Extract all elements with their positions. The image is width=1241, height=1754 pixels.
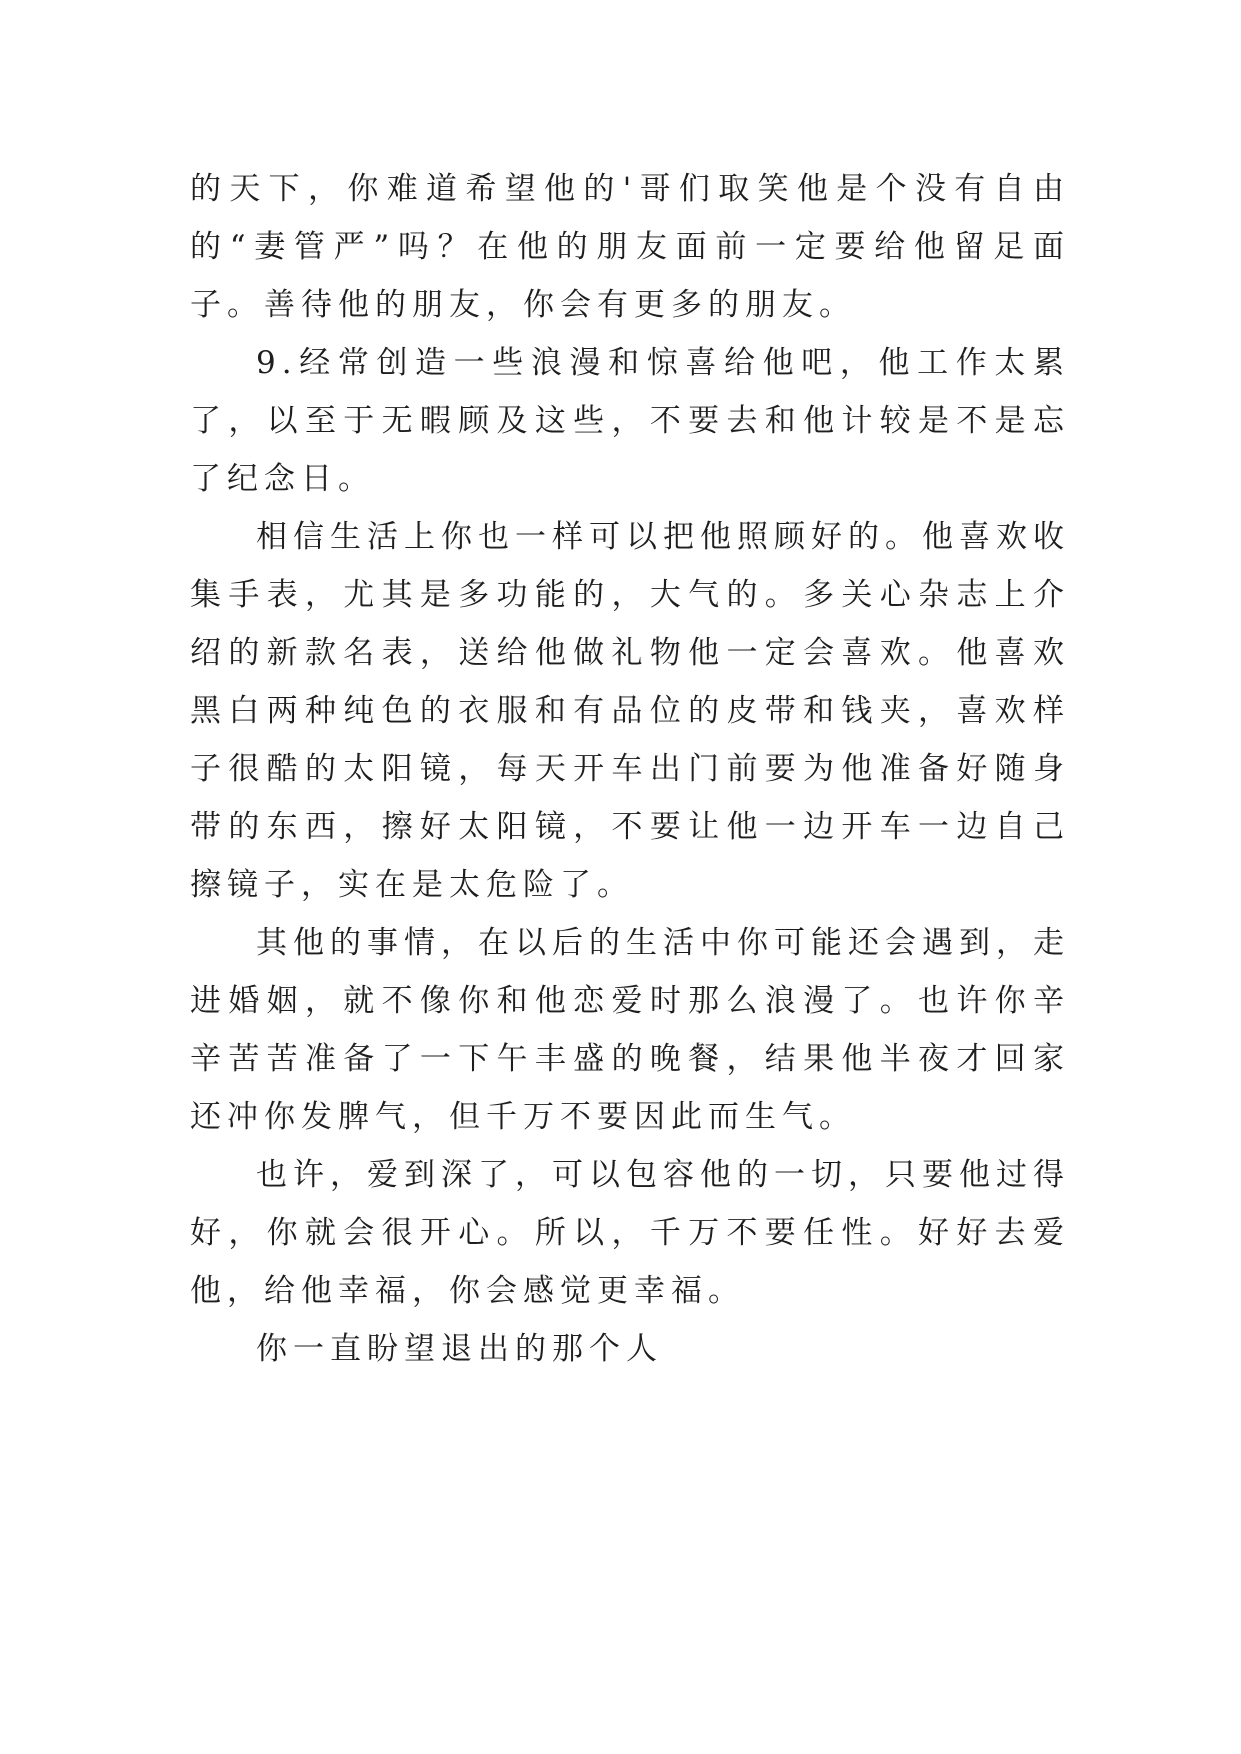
paragraph-daily-care: 相信生活上你也一样可以把他照顾好的。他喜欢收集手表，尤其是多功能的，大气的。多关心杂志上介绍的新款名表，送给他做礼物他一定会喜欢。他喜欢黑白两种纯色的衣服和有品位的皮带和钱夹，喜欢样子很酷的太阳镜，每天开车出门前要为他准备好随身带的东西，擦好太阳镜，不要让他一边开车一边自己擦镜子，实在是太危险了。 (190, 519, 1070, 903)
document-body (190, 160, 1070, 1378)
paragraph-continuation: 的天下，你难道希望他的'哥们取笑他是个没有自由的“妻管严”吗？在他的朋友面前一定要给他留足面子。善待他的朋友，你会有更多的朋友。 (190, 171, 1070, 323)
paragraph-tip-9: 9.经常创造一些浪漫和惊喜给他吧，他工作太累了，以至于无暇顾及这些，不要去和他计较是不是忘了纪念日。 (190, 345, 1070, 497)
paragraph-deep-love: 也许，爱到深了，可以包容他的一切，只要他过得好，你就会很开心。所以，千万不要任性。好好去爱他，给他幸福，你会感觉更幸福。 (190, 1157, 1070, 1309)
paragraph-closing: 你一直盼望退出的那个人 (256, 1331, 663, 1367)
paragraph-other-matters: 其他的事情，在以后的生活中你可能还会遇到，走进婚姻，就不像你和他恋爱时那么浪漫了。也许你辛辛苦苦准备了一下午丰盛的晚餐，结果他半夜才回家还冲你发脾气，但千万不要因此而生气。 (190, 925, 1070, 1135)
